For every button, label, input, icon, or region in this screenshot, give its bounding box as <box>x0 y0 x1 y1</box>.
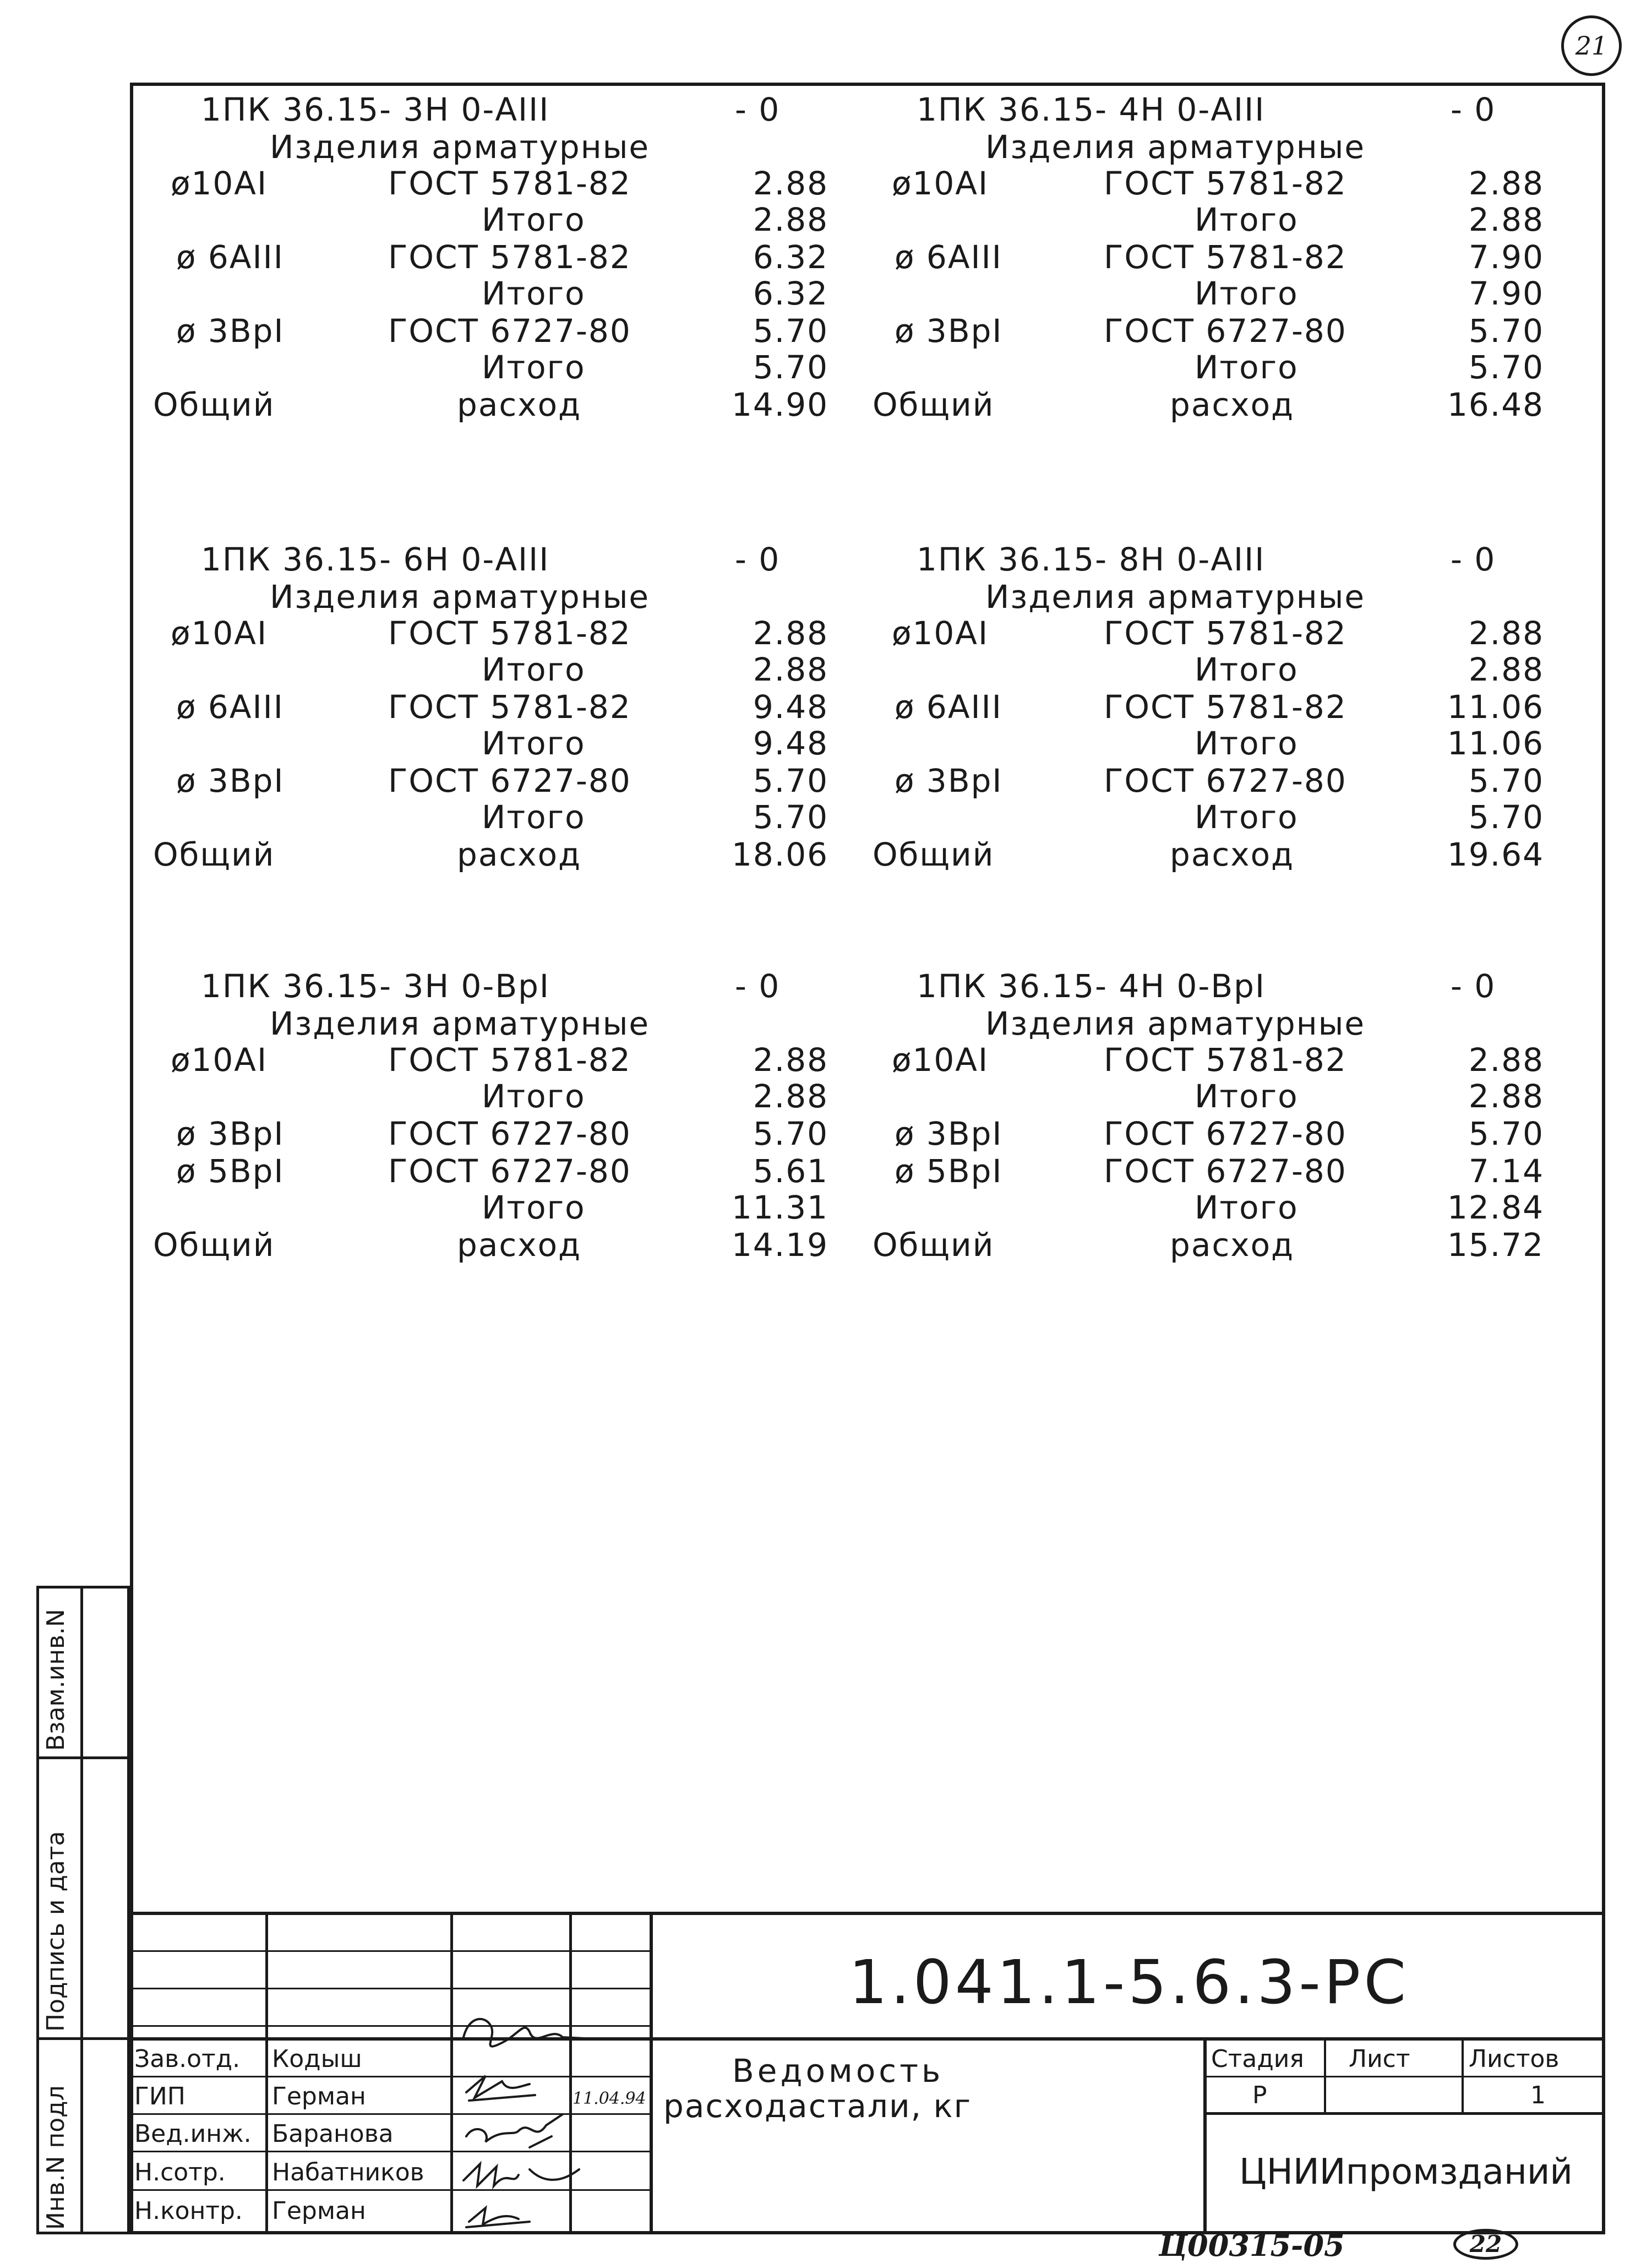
row-gost: Итого <box>1195 651 1299 688</box>
row-dia: ø10АI <box>171 1041 268 1079</box>
block-title: 1ПК 36.15- 3Н 0-ВрI <box>201 967 550 1005</box>
row-val: 2.88 <box>1468 1041 1544 1079</box>
role: Н.контр. <box>134 2197 243 2225</box>
total-val: 14.19 <box>731 1226 828 1264</box>
block-dash: - 0 <box>735 541 781 578</box>
row-dia: ø10АI <box>892 1041 989 1079</box>
row-val: 7.90 <box>1468 275 1544 312</box>
row-val: 5.70 <box>1468 762 1544 799</box>
total-val: 14.90 <box>731 386 828 423</box>
total-val: 15.72 <box>1447 1226 1544 1264</box>
total-label: Общий <box>873 386 995 423</box>
person-name: Герман <box>272 2197 366 2225</box>
doc-code: 1.041.1-5.6.3-РС <box>848 1947 1410 2017</box>
row-gost: ГОСТ 6727-80 <box>1104 312 1347 350</box>
row-gost: Итого <box>1195 349 1299 386</box>
row-val: 2.88 <box>753 1078 828 1115</box>
block-subtitle: Изделия арматурные <box>985 578 1366 616</box>
row-val: 7.14 <box>1468 1152 1544 1190</box>
signature-1 <box>464 2019 585 2047</box>
archive-code: Ц00315-05 <box>1159 2228 1345 2263</box>
row-val: 2.88 <box>753 1041 828 1079</box>
row-dia: ø 5ВрI <box>895 1152 1003 1190</box>
row-gost: Итого <box>482 1078 586 1115</box>
block-subtitle: Изделия арматурные <box>270 578 650 616</box>
row-val: 2.88 <box>1468 165 1544 202</box>
row-val: 2.88 <box>753 165 828 202</box>
doc-title-2: расходастали, кг <box>663 2087 972 2125</box>
side-stamp-inv: Инв.N подл <box>42 2085 70 2230</box>
row-val: 9.48 <box>753 725 828 762</box>
total-val: 19.64 <box>1447 836 1544 873</box>
row-gost: ГОСТ 5781-82 <box>1104 688 1347 726</box>
row-val: 12.84 <box>1447 1189 1544 1226</box>
row-val: 9.48 <box>753 688 828 726</box>
row-gost: Итого <box>482 651 586 688</box>
role: Н.сотр. <box>134 2158 226 2186</box>
signatures <box>452 2004 596 2234</box>
row-dia: ø 6АIII <box>176 238 284 276</box>
total-label: Общий <box>873 836 995 873</box>
row-gost: Итого <box>1195 1078 1299 1115</box>
row-val: 5.70 <box>753 762 828 799</box>
row-dia: ø 3ВрI <box>895 1115 1003 1152</box>
row-val: 5.70 <box>753 1115 828 1152</box>
row-val: 5.70 <box>753 349 828 386</box>
signature-3 <box>466 2114 563 2147</box>
row-val: 2.88 <box>1468 201 1544 238</box>
block-title: 1ПК 36.15- 4Н 0-АIII <box>917 91 1266 128</box>
row-dia: ø10АI <box>171 614 268 652</box>
row-val: 6.32 <box>753 238 828 276</box>
total-word: расход <box>457 1226 582 1264</box>
block-subtitle: Изделия арматурные <box>270 1005 650 1042</box>
row-dia: ø 3ВрI <box>176 312 285 350</box>
row-gost: ГОСТ 5781-82 <box>1104 165 1347 202</box>
sheet-label: Лист <box>1349 2045 1410 2073</box>
row-gost: Итого <box>482 798 586 836</box>
row-gost: ГОСТ 5781-82 <box>388 688 631 726</box>
stage-label: Стадия <box>1211 2045 1304 2073</box>
total-word: расход <box>1170 836 1295 873</box>
row-val: 2.88 <box>1468 614 1544 652</box>
total-val: 16.48 <box>1447 386 1544 423</box>
total-word: расход <box>1170 1226 1295 1264</box>
row-val: 5.70 <box>753 312 828 350</box>
signature-5 <box>466 2208 530 2227</box>
sheet-number-top: 21 <box>1561 15 1622 76</box>
row-val: 5.70 <box>1468 798 1544 836</box>
row-gost: ГОСТ 5781-82 <box>388 614 631 652</box>
side-stamp-podpis: Подпись и дата <box>42 1831 70 2032</box>
role: Зав.отд. <box>134 2045 241 2073</box>
row-val: 2.88 <box>753 201 828 238</box>
row-val: 5.70 <box>753 798 828 836</box>
sheets-label: Листов <box>1469 2045 1560 2073</box>
total-label: Общий <box>153 386 275 423</box>
total-word: расход <box>457 386 582 423</box>
organization: ЦНИИпромзданий <box>1239 2152 1573 2193</box>
person-name: Набатников <box>272 2158 424 2186</box>
row-gost: Итого <box>1195 1189 1299 1226</box>
row-gost: ГОСТ 5781-82 <box>1104 1041 1347 1079</box>
row-gost: Итого <box>482 275 586 312</box>
block-title: 1ПК 36.15- 8Н 0-АIII <box>917 541 1266 578</box>
row-dia: ø 3ВрI <box>176 762 285 799</box>
row-gost: Итого <box>1195 275 1299 312</box>
block-dash: - 0 <box>735 967 781 1005</box>
row-val: 5.70 <box>1468 349 1544 386</box>
row-val: 6.32 <box>753 275 828 312</box>
total-word: расход <box>457 836 582 873</box>
block-dash: - 0 <box>1451 91 1496 128</box>
row-dia: ø10АI <box>892 614 989 652</box>
row-val: 2.88 <box>753 614 828 652</box>
row-gost: ГОСТ 6727-80 <box>388 312 631 350</box>
total-word: расход <box>1170 386 1295 423</box>
total-val: 18.06 <box>731 836 828 873</box>
row-val: 2.88 <box>753 651 828 688</box>
block-title: 1ПК 36.15- 3Н 0-АIII <box>201 91 550 128</box>
row-gost: ГОСТ 5781-82 <box>1104 238 1347 276</box>
row-val: 5.70 <box>1468 1115 1544 1152</box>
row-val: 2.88 <box>1468 651 1544 688</box>
block-subtitle: Изделия арматурные <box>985 128 1366 166</box>
row-val: 5.61 <box>753 1152 828 1190</box>
block-title: 1ПК 36.15- 4Н 0-ВрI <box>917 967 1266 1005</box>
person-name: Герман <box>272 2082 366 2110</box>
block-dash: - 0 <box>735 91 781 128</box>
signature-4 <box>464 2164 579 2186</box>
row-gost: Итого <box>1195 201 1299 238</box>
row-gost: ГОСТ 6727-80 <box>1104 762 1347 799</box>
sheet-number-bottom: 22 <box>1453 2229 1518 2260</box>
row-gost: ГОСТ 5781-82 <box>388 1041 631 1079</box>
row-gost: ГОСТ 6727-80 <box>1104 1115 1347 1152</box>
row-gost: ГОСТ 5781-82 <box>1104 614 1347 652</box>
row-gost: Итого <box>482 1189 586 1226</box>
block-dash: - 0 <box>1451 541 1496 578</box>
role: ГИП <box>134 2082 186 2110</box>
row-gost: Итого <box>482 201 586 238</box>
row-gost: ГОСТ 6727-80 <box>1104 1152 1347 1190</box>
doc-title-1: Ведомость <box>732 2052 944 2090</box>
signature-date: 11.04.94 <box>573 2089 646 2108</box>
block-subtitle: Изделия арматурные <box>270 128 650 166</box>
row-gost: Итого <box>482 349 586 386</box>
row-val: 7.90 <box>1468 238 1544 276</box>
sheets-value: 1 <box>1530 2081 1546 2109</box>
block-dash: - 0 <box>1451 967 1496 1005</box>
row-dia: ø 5ВрI <box>176 1152 285 1190</box>
total-label: Общий <box>153 1226 275 1264</box>
row-dia: ø 3ВрI <box>895 762 1003 799</box>
row-dia: ø 6АIII <box>895 688 1002 726</box>
block-title: 1ПК 36.15- 6Н 0-АIII <box>201 541 550 578</box>
row-gost: ГОСТ 6727-80 <box>388 1152 631 1190</box>
row-dia: ø 6АIII <box>895 238 1002 276</box>
row-dia: ø 3ВрI <box>895 312 1003 350</box>
block-subtitle: Изделия арматурные <box>985 1005 1366 1042</box>
person-name: Баранова <box>272 2120 394 2148</box>
row-gost: ГОСТ 6727-80 <box>388 762 631 799</box>
role: Вед.инж. <box>134 2120 252 2148</box>
person-name: Кодыш <box>272 2045 362 2073</box>
row-dia: ø 6АIII <box>176 688 284 726</box>
row-dia: ø10АI <box>171 165 268 202</box>
row-gost: ГОСТ 5781-82 <box>388 238 631 276</box>
row-gost: Итого <box>1195 725 1299 762</box>
row-val: 11.06 <box>1447 725 1544 762</box>
row-gost: ГОСТ 6727-80 <box>388 1115 631 1152</box>
row-dia: ø10АI <box>892 165 989 202</box>
row-val: 2.88 <box>1468 1078 1544 1115</box>
side-stamp-vzam: Взам.инв.N <box>42 1609 70 1751</box>
row-gost: Итого <box>1195 798 1299 836</box>
row-gost: ГОСТ 5781-82 <box>388 165 631 202</box>
signature-2 <box>466 2076 535 2101</box>
total-label: Общий <box>873 1226 995 1264</box>
row-dia: ø 3ВрI <box>176 1115 285 1152</box>
row-val: 11.31 <box>731 1189 828 1226</box>
row-val: 5.70 <box>1468 312 1544 350</box>
row-val: 11.06 <box>1447 688 1544 726</box>
row-gost: Итого <box>482 725 586 762</box>
stage-value: Р <box>1252 2081 1267 2109</box>
total-label: Общий <box>153 836 275 873</box>
